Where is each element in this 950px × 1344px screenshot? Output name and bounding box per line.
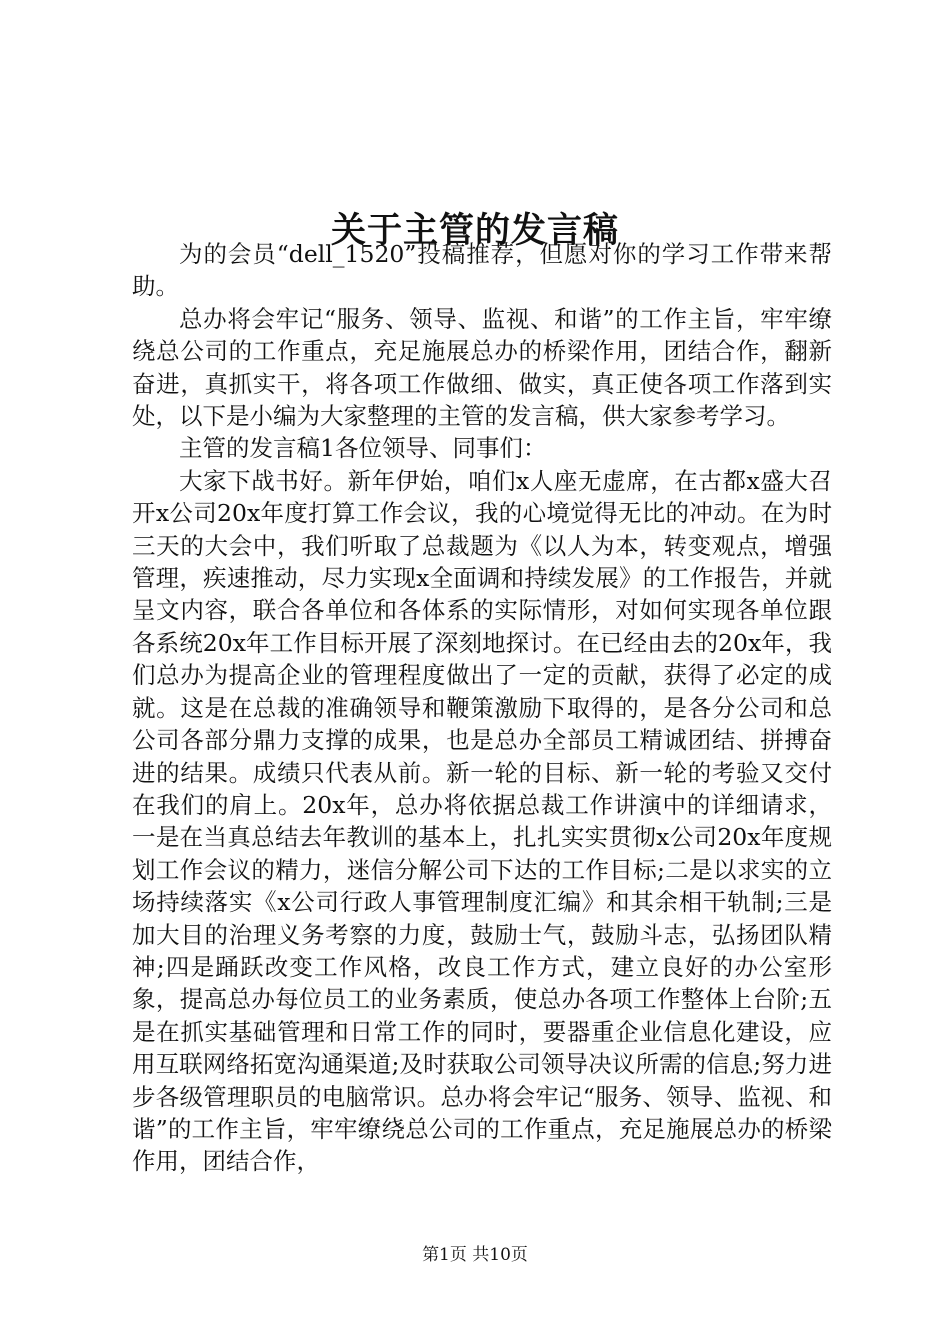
paragraph-intro: 为的会员“dell_1520”投稿推荐，但愿对你的学习工作带来帮助。 bbox=[132, 240, 832, 301]
paragraph-heading: 主管的发言稿1各位领导、同事们： bbox=[179, 434, 547, 463]
document-body bbox=[132, 238, 832, 1178]
paragraph-speech: 大家下战书好。新年伊始，咱们x人座无虚席，在古都x盛大召开x公司20x年度打算工作会议，我的心境觉得无比的冲动。在为时三天的大会中，我们听取了总裁题为《以人为本，转变观点，增强管理，疾速推动，尽力实现x全面调和持续发展》的工作报告，并就呈文内容，联合各单位和各体系的实际情形，对如何实现各单位跟各系统20x年工作目标开展了深刻地探讨。在已经由去的20x年，我们总办为提高企业的管理程度做出了一定的贡献，获得了必定的成就。这是在总裁的准确领导和鞭策激励下取得的，是各分公司和总公司各部分鼎力支撑的成果，也是总办全部员工精诚团结、拼搏奋进的结果。成绩只代表从前。新一轮的目标、新一轮的考验又交付在我们的肩上。20x年，总办将依据总裁工作讲演中的详细请求，一是在当真总结去年教训的基本上，扎扎实实贯彻x公司20x年度规划工作会议的精力，迷信分解公司下达的工作目标;二是以求实的立场持续落实《x公司行政人事管理制度汇编》和其余相干轨制;三是加大目的治理义务考察的力度，鼓励士气，鼓励斗志，弘扬团队精神;四是踊跃改变工作风格，改良工作方式，建立良好的办公室形象，提高总办每位员工的业务素质，使总办各项工作整体上台阶;五是在抓实基础管理和日常工作的同时，要器重企业信息化建设，应用互联网络拓宽沟通渠道;及时获取公司领导决议所需的信息;努力进步各级管理职员的电脑常识。总办将会牢记“服务、领导、监视、和谐”的工作主旨，牢牢缭绕总公司的工作重点，充足施展总办的桥梁作用，团结合作， bbox=[132, 466, 832, 1176]
page-number: 第1页 共10页 bbox=[422, 1245, 528, 1265]
paragraph-summary: 总办将会牢记“服务、领导、监视、和谐”的工作主旨，牢牢缭绕总公司的工作重点，充足施展总办的桥梁作用，团结合作，翻新奋进，真抓实干，将各项工作做细、做实，真正使各项工作落到实处，以下是小编为大家整理的主管的发言稿，供大家参考学习。 bbox=[132, 304, 832, 431]
document-title: 关于主管的发言稿 bbox=[330, 210, 619, 252]
